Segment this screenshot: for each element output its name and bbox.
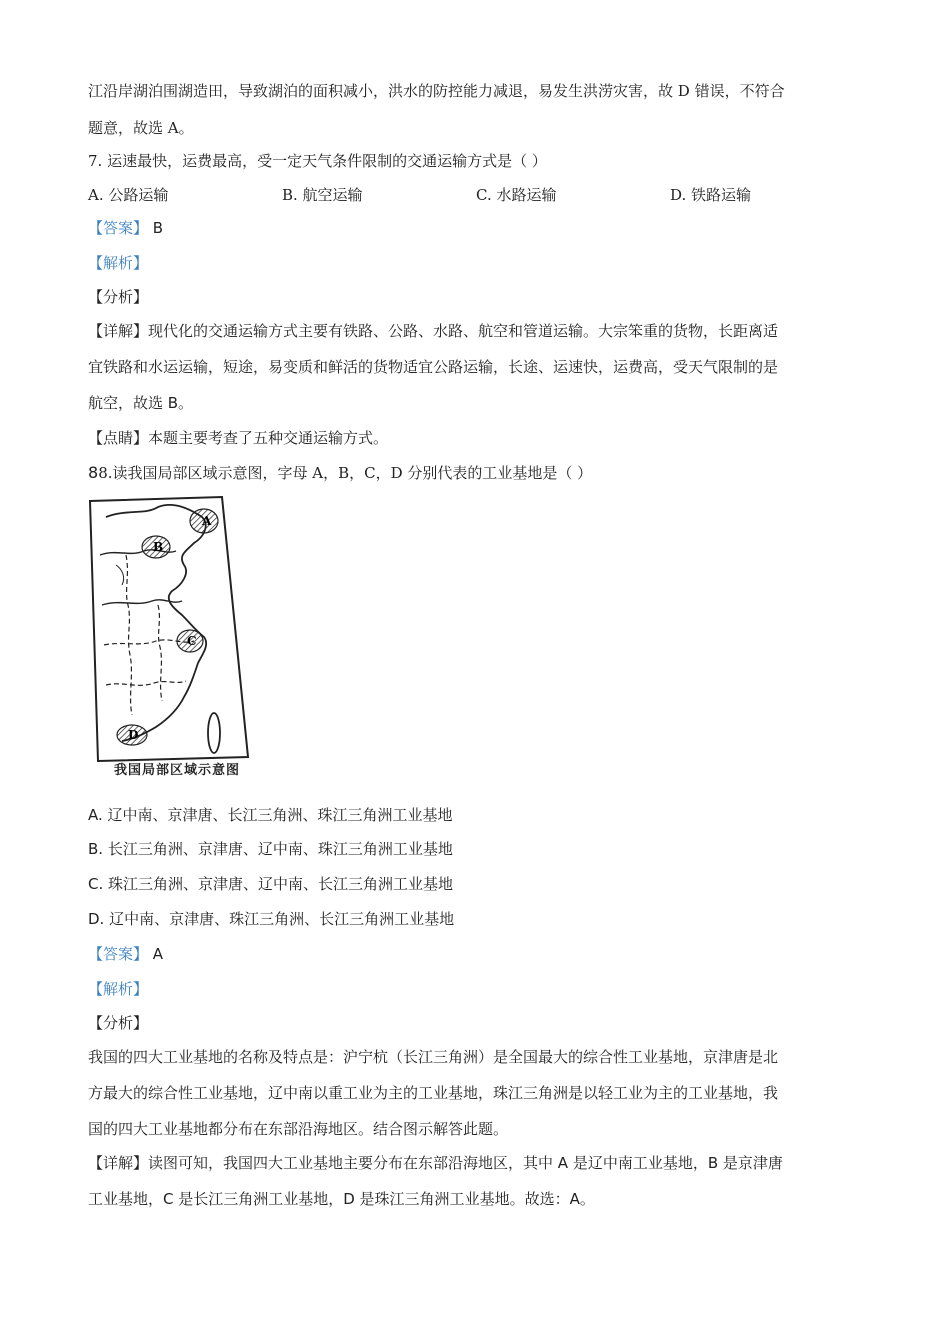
map-label-c: C	[187, 634, 197, 648]
taiwan-island	[208, 713, 220, 753]
q8-detail-line-1	[88, 1152, 783, 1174]
q7-answer	[88, 217, 163, 239]
q7-detail-line-3: 航空，故选 B。	[88, 394, 194, 412]
q8-stem: 88.读我国局部区域示意图，字母 A，B，C，D 分别代表的工业基地是（ ）	[88, 463, 593, 482]
q8-option-c: C. 珠江三角洲、京津唐、辽中南、长江三角洲工业基地	[88, 875, 454, 893]
china-region-map	[86, 495, 256, 785]
q7-stem: 7. 运速最快，运费最高，受一定天气条件限制的交通运输方式是（ ）	[88, 152, 547, 170]
map-label-b: B	[153, 540, 164, 554]
q7-point	[88, 427, 388, 449]
q8-detail-tag: 【详解】	[88, 1154, 149, 1172]
q7-point-tag: 【点睛】	[88, 429, 149, 447]
prev-explanation-line-2: 题意，故选 A。	[88, 119, 194, 137]
q7-analysis-tag: 【解析】	[88, 254, 149, 272]
q8-option-d: D. 辽中南、京津唐、珠江三角洲、长江三角洲工业基地	[88, 910, 455, 928]
q8-detail-line-2: 工业基地，C 是长江三角洲工业基地，D 是珠江三角洲工业基地。故选：A。	[88, 1190, 595, 1208]
q8-answer-value: A	[152, 945, 164, 963]
map-figure	[86, 495, 256, 785]
q8-fenxi-tag: 【分析】	[88, 1014, 149, 1032]
q7-detail-line-2: 宜铁路和水运运输，短途，易变质和鲜活的货物适宜公路运输，长途、运速快，运费高，受天气限制的是	[88, 358, 779, 376]
map-label-d: D	[128, 728, 139, 742]
map-frame	[90, 497, 248, 761]
q8-analysis-tag: 【解析】	[88, 980, 149, 998]
q7-point-text: 本题主要考查了五种交通运输方式。	[148, 429, 389, 447]
map-label-a: A	[202, 514, 212, 528]
q7-detail-text-1: 现代化的交通运输方式主要有铁路、公路、水路、航空和管道运输。大宗笨重的货物，长距离适	[148, 322, 779, 340]
q8-option-b: B. 长江三角洲、京津唐、辽中南、珠江三角洲工业基地	[88, 840, 453, 858]
q7-option-a: A. 公路运输	[88, 186, 169, 204]
q7-fenxi-tag: 【分析】	[88, 288, 149, 306]
q8-answer-tag: 【答案】	[88, 945, 149, 963]
q7-option-c: C. 水路运输	[476, 186, 557, 204]
q7-answer-value: B	[152, 219, 164, 237]
q7-answer-tag: 【答案】	[88, 219, 149, 237]
q7-detail-tag: 【详解】	[88, 322, 149, 340]
q8-fenxi-line-1: 我国的四大工业基地的名称及特点是：沪宁杭（长江三角洲）是全国最大的综合性工业基地，京津唐是北	[88, 1048, 779, 1066]
q7-option-b: B. 航空运输	[282, 186, 363, 204]
q8-detail-text-1: 读图可知，我国四大工业基地主要分布在东部沿海地区，其中 A 是辽中南工业基地，B 是京津唐	[148, 1154, 783, 1172]
q8-answer	[88, 943, 163, 965]
q8-stem-text: 8.读我国局部区域示意图，字母 A，B，C，D 分别代表的工业基地是（ ）	[98, 464, 593, 482]
q7-detail-line-1	[88, 320, 778, 342]
q8-fenxi-line-3: 国的四大工业基地都分布在东部沿海地区。结合图示解答此题。	[88, 1120, 509, 1138]
q7-option-d: D. 铁路运输	[670, 186, 752, 204]
q8-option-a: A. 辽中南、京津唐、长江三角洲、珠江三角洲工业基地	[88, 806, 453, 824]
q8-fenxi-line-2: 方最大的综合性工业基地，辽中南以重工业为主的工业基地，珠江三角洲是以轻工业为主的工业基地，我	[88, 1084, 779, 1102]
prev-explanation-line-1: 江沿岸湖泊围湖造田，导致湖泊的面积减小，洪水的防控能力减退，易发生洪涝灾害，故 D 错误，不符合	[88, 82, 785, 100]
map-caption: 我国局部区域示意图	[114, 763, 241, 778]
